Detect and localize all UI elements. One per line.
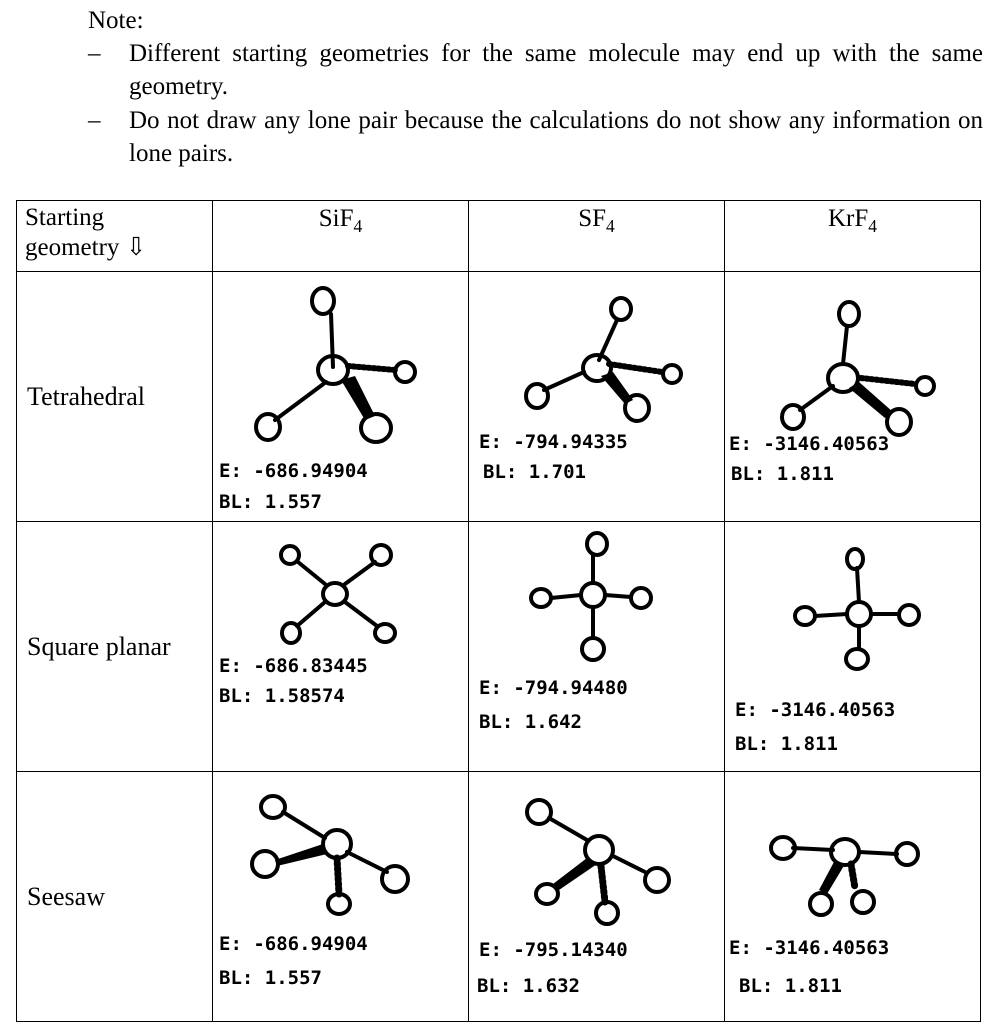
energy-label: E: -794.94480 bbox=[479, 677, 628, 699]
table-row-tetrahedral bbox=[17, 272, 981, 522]
energy-label: E: -686.94904 bbox=[219, 460, 368, 482]
table-row-seesaw bbox=[17, 772, 981, 1022]
molecule-sketch-sif4-square-planar bbox=[213, 522, 468, 770]
corner-line2: geometry ⇩ bbox=[25, 234, 147, 261]
drawing-cell bbox=[213, 272, 469, 522]
bullet-dash: – bbox=[88, 107, 101, 134]
row-label: Tetrahedral bbox=[17, 272, 213, 522]
row-label: Square planar bbox=[17, 522, 213, 772]
drawing-cell bbox=[725, 522, 981, 772]
molecule-sketch-sf4-square-planar bbox=[469, 522, 724, 770]
energy-label: E: -795.14340 bbox=[479, 939, 628, 961]
drawing-cell bbox=[213, 772, 469, 1022]
table-header-row bbox=[17, 201, 981, 272]
drawing-cell bbox=[725, 772, 981, 1022]
bond-length-label: BL: 1.701 bbox=[483, 461, 586, 483]
molecule-sketch-sf4-tetrahedral bbox=[469, 272, 724, 520]
molecule-sketch-krf4-seesaw bbox=[725, 772, 980, 1020]
geometry-table bbox=[16, 200, 981, 1022]
note-bullet-text: Do not draw any lone pair because the calculations do not show any information on lone pairs. bbox=[129, 107, 983, 167]
energy-label: E: -3146.40563 bbox=[729, 937, 890, 959]
corner-header bbox=[17, 201, 213, 272]
bond-length-label: BL: 1.811 bbox=[735, 733, 838, 755]
bullet-dash: – bbox=[88, 40, 101, 67]
drawing-cell bbox=[725, 272, 981, 522]
note-bullet-text: Different starting geometries for the same molecule may end up with the same geometry. bbox=[129, 40, 983, 100]
column-header-krf4: KrF$_4$ bbox=[725, 201, 981, 272]
energy-label: E: -3146.40563 bbox=[729, 433, 890, 455]
corner-line1: Starting bbox=[25, 204, 105, 231]
bond-length-label: BL: 1.811 bbox=[731, 463, 834, 485]
bond-length-label: BL: 1.642 bbox=[479, 711, 582, 733]
drawing-cell bbox=[213, 522, 469, 772]
column-header-sif4: SiF$_4$ bbox=[213, 201, 469, 272]
drawing-cell bbox=[469, 772, 725, 1022]
molecule-sketch-krf4-tetrahedral bbox=[725, 272, 980, 520]
molecule-sketch-sif4-seesaw bbox=[213, 772, 468, 1020]
bond-length-label: BL: 1.632 bbox=[477, 975, 580, 997]
note-title: Note: bbox=[88, 7, 144, 34]
drawing-cell bbox=[469, 272, 725, 522]
row-label: Seesaw bbox=[17, 772, 213, 1022]
bond-length-label: BL: 1.557 bbox=[219, 491, 322, 513]
table-row-square-planar bbox=[17, 522, 981, 772]
energy-label: E: -686.83445 bbox=[219, 655, 368, 677]
bond-length-label: BL: 1.58574 bbox=[219, 685, 345, 707]
energy-label: E: -3146.40563 bbox=[735, 699, 896, 721]
molecule-sketch-sf4-seesaw bbox=[469, 772, 724, 1020]
energy-label: E: -794.94335 bbox=[479, 431, 628, 453]
column-header-sf4: $SF_4$ bbox=[469, 201, 725, 272]
drawing-cell bbox=[469, 522, 725, 772]
bond-length-label: BL: 1.557 bbox=[219, 967, 322, 989]
bond-length-label: BL: 1.811 bbox=[739, 975, 842, 997]
molecule-sketch-krf4-square-planar bbox=[725, 522, 980, 770]
molecule-sketch-sif4-tetrahedral bbox=[213, 272, 468, 520]
energy-label: E: -686.94904 bbox=[219, 933, 368, 955]
